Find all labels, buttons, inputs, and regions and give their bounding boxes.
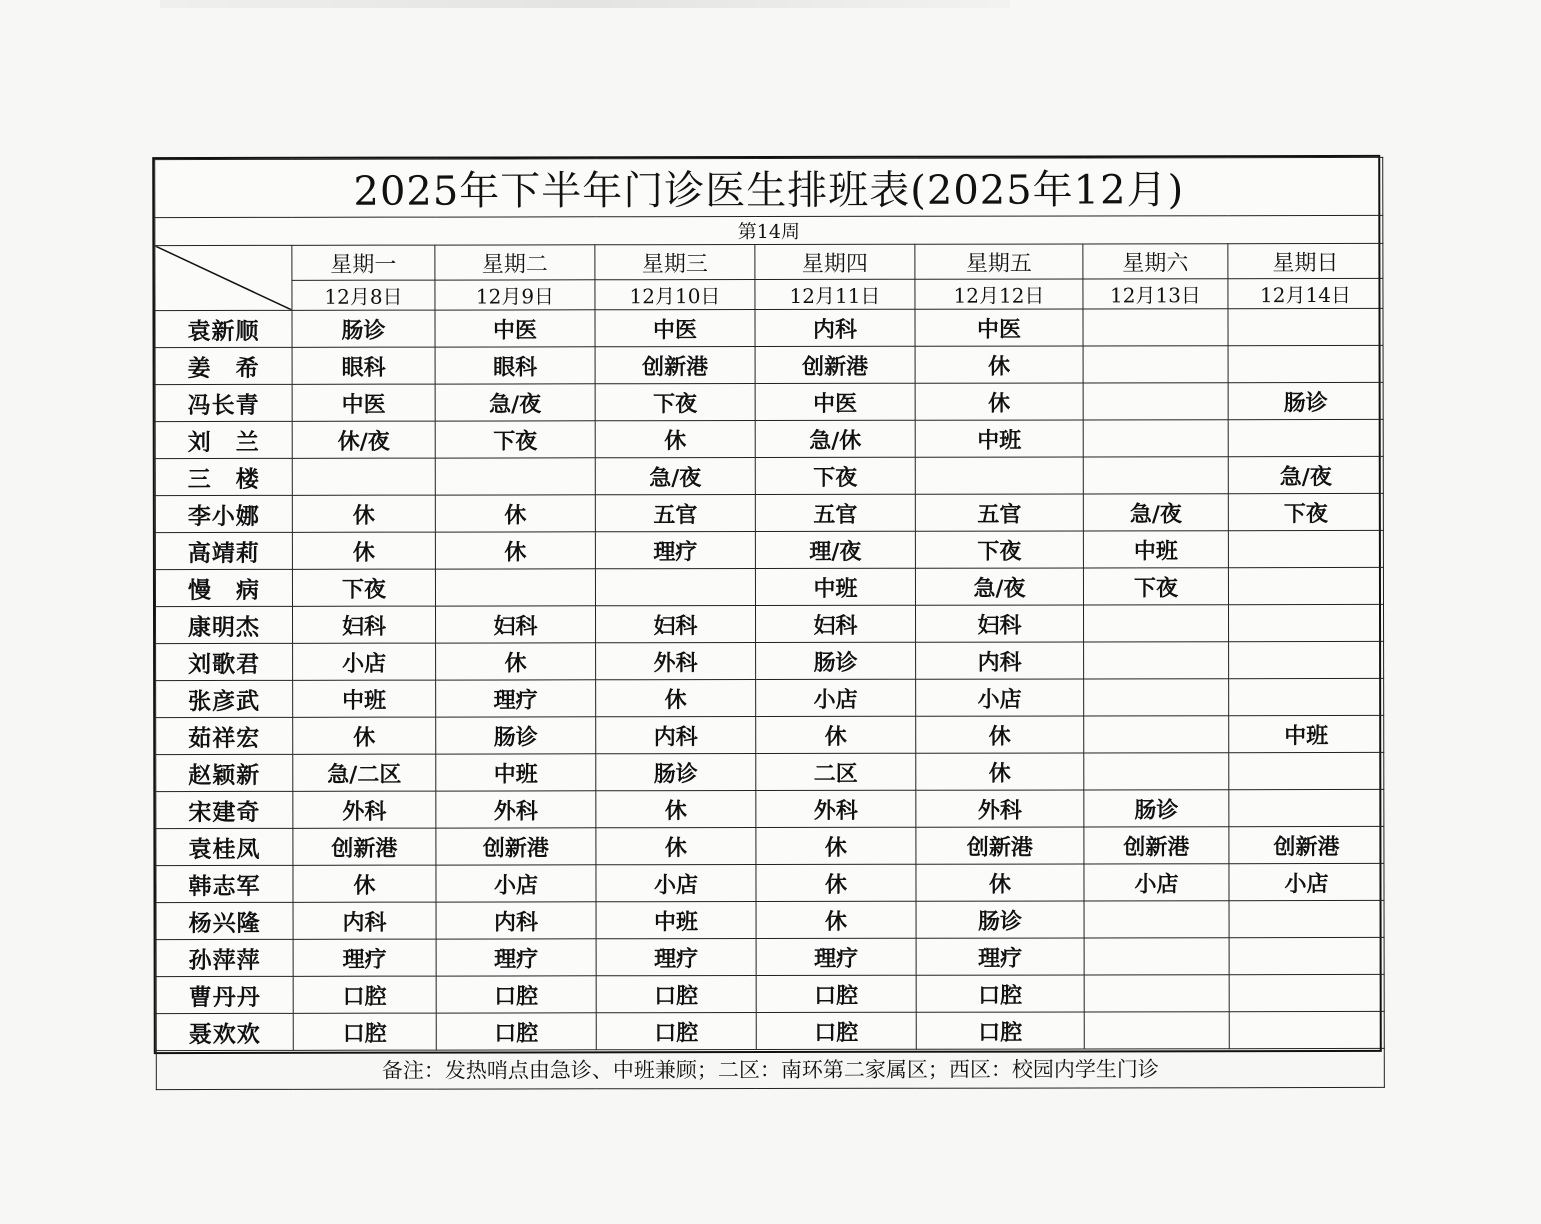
shift-cell: 中班 <box>436 754 596 791</box>
doctor-name: 宋建奇 <box>156 791 293 828</box>
shift-cell: 理/夜 <box>755 531 915 568</box>
shift-cell: 休 <box>293 717 436 754</box>
table-row <box>155 456 1383 495</box>
shift-cell: 肠诊 <box>596 754 756 791</box>
shift-cell: 肠诊 <box>1084 790 1229 827</box>
footnote: 备注：发热哨点由急诊、中班兼顾；二区：南环第二家属区；西区：校园内学生门诊 <box>156 1048 1384 1089</box>
weekday-header: 星期一 <box>292 245 435 280</box>
shift-cell <box>1229 604 1384 641</box>
shift-cell: 口腔 <box>916 975 1084 1012</box>
shift-cell: 休 <box>756 827 916 864</box>
weekday-header: 星期三 <box>595 245 755 280</box>
doctor-name: 聂欢欢 <box>156 1013 293 1050</box>
shift-cell <box>1229 974 1384 1011</box>
table-row <box>156 900 1384 939</box>
shift-cell: 休 <box>756 864 916 901</box>
date-header: 12月14日 <box>1228 278 1383 308</box>
shift-cell <box>1083 420 1228 457</box>
doctor-name: 孙萍萍 <box>156 939 293 976</box>
shift-cell: 急/二区 <box>293 754 436 791</box>
shift-cell: 五官 <box>595 495 755 532</box>
doctor-name: 曹丹丹 <box>156 976 293 1013</box>
shift-cell: 中医 <box>595 310 755 347</box>
shift-cell: 中医 <box>755 383 915 420</box>
shift-cell <box>1229 641 1384 678</box>
shift-cell: 内科 <box>596 717 756 754</box>
shift-cell <box>1084 753 1229 790</box>
shift-cell: 内科 <box>293 902 436 939</box>
table-row <box>155 419 1383 458</box>
shift-cell: 创新港 <box>1084 827 1229 864</box>
date-header: 12月9日 <box>435 280 595 310</box>
shift-cell: 休 <box>756 716 916 753</box>
shift-cell: 口腔 <box>596 1013 756 1050</box>
weekday-header: 星期日 <box>1228 243 1383 278</box>
shift-cell: 外科 <box>916 790 1084 827</box>
week-label: 第14周 <box>155 215 1383 245</box>
shift-cell: 理疗 <box>916 938 1084 975</box>
shift-cell <box>435 458 595 495</box>
shift-cell <box>1229 937 1384 974</box>
shift-cell: 休 <box>915 346 1083 383</box>
shift-cell <box>1229 752 1384 789</box>
shift-cell: 内科 <box>436 902 596 939</box>
shift-cell: 小店 <box>756 679 916 716</box>
shift-cell: 内科 <box>916 642 1084 679</box>
shift-cell: 小店 <box>1229 863 1384 900</box>
shift-cell: 口腔 <box>293 976 436 1013</box>
shift-cell: 内科 <box>755 309 915 346</box>
shift-cell <box>435 569 595 606</box>
schedule-sheet <box>152 155 1382 1083</box>
shift-cell: 休 <box>435 495 595 532</box>
shift-cell <box>1084 679 1229 716</box>
shift-cell: 下夜 <box>755 457 915 494</box>
shift-cell: 下夜 <box>1228 493 1383 530</box>
shift-cell: 口腔 <box>756 1012 916 1049</box>
doctor-name: 袁新顺 <box>155 310 292 347</box>
shift-cell: 理疗 <box>756 938 916 975</box>
date-header: 12月11日 <box>755 279 915 309</box>
shift-cell: 小店 <box>293 643 436 680</box>
shift-cell: 小店 <box>436 865 596 902</box>
shift-cell <box>1229 789 1384 826</box>
shift-cell: 眼科 <box>292 347 435 384</box>
shift-cell: 休 <box>293 865 436 902</box>
table-row <box>156 752 1384 791</box>
shift-cell: 肠诊 <box>916 901 1084 938</box>
shift-cell <box>1084 605 1229 642</box>
shift-cell: 休/夜 <box>292 421 435 458</box>
doctor-name: 茹祥宏 <box>156 717 293 754</box>
date-header: 12月10日 <box>595 280 755 310</box>
doctor-name: 张彦武 <box>156 680 293 717</box>
shift-cell: 休 <box>595 421 755 458</box>
shift-cell: 休 <box>436 643 596 680</box>
shift-cell <box>1229 678 1384 715</box>
shift-cell: 口腔 <box>293 1013 436 1050</box>
doctor-name: 冯长青 <box>155 384 292 421</box>
table-row <box>156 1011 1384 1050</box>
shift-cell <box>1084 1012 1229 1049</box>
table-row <box>156 715 1384 754</box>
table-row <box>155 308 1383 347</box>
shift-cell: 理疗 <box>436 680 596 717</box>
table-row <box>156 789 1384 828</box>
shift-cell <box>1084 901 1229 938</box>
doctor-name: 刘歌君 <box>156 643 293 680</box>
shift-cell: 休 <box>596 791 756 828</box>
table-row <box>155 530 1383 569</box>
shift-cell: 创新港 <box>755 346 915 383</box>
shift-cell: 妇科 <box>916 605 1084 642</box>
shift-cell: 休 <box>435 532 595 569</box>
shift-cell: 妇科 <box>756 605 916 642</box>
shift-cell: 理疗 <box>436 939 596 976</box>
shift-cell <box>1229 900 1384 937</box>
schedule-table <box>154 157 1385 1090</box>
shift-cell: 下夜 <box>292 569 435 606</box>
shift-cell <box>1228 345 1383 382</box>
weekday-header: 星期六 <box>1083 244 1228 279</box>
shift-cell: 创新港 <box>595 347 755 384</box>
shift-cell <box>292 458 435 495</box>
table-row <box>156 641 1384 680</box>
shift-cell: 妇科 <box>436 606 596 643</box>
shift-cell: 休 <box>596 828 756 865</box>
doctor-name: 姜 希 <box>155 347 292 384</box>
shift-cell <box>1083 346 1228 383</box>
table-row <box>156 863 1384 902</box>
shift-cell: 理疗 <box>293 939 436 976</box>
shift-cell: 二区 <box>756 753 916 790</box>
shift-cell: 休 <box>756 901 916 938</box>
shift-cell <box>1228 419 1383 456</box>
doctor-name: 慢 病 <box>155 569 292 606</box>
shift-cell: 肠诊 <box>756 642 916 679</box>
shift-cell: 小店 <box>916 679 1084 716</box>
shift-cell: 口腔 <box>596 976 756 1013</box>
shift-cell: 中医 <box>915 309 1083 346</box>
table-row <box>156 604 1384 643</box>
shift-cell: 小店 <box>1084 864 1229 901</box>
shift-cell <box>1084 975 1229 1012</box>
table-row <box>156 937 1384 976</box>
shift-cell: 口腔 <box>756 975 916 1012</box>
shift-cell: 休 <box>916 716 1084 753</box>
shift-cell: 外科 <box>436 791 596 828</box>
shift-cell <box>1084 716 1229 753</box>
doctor-name: 三 楼 <box>155 458 292 495</box>
shift-cell: 中班 <box>915 420 1083 457</box>
date-header: 12月8日 <box>292 280 435 310</box>
shift-cell <box>1229 1011 1384 1048</box>
shift-cell: 五官 <box>915 494 1083 531</box>
shift-cell: 外科 <box>596 643 756 680</box>
doctor-name: 李小娜 <box>155 495 292 532</box>
shift-cell: 急/休 <box>755 420 915 457</box>
shift-cell: 中班 <box>1229 715 1384 752</box>
doctor-name: 韩志军 <box>156 865 293 902</box>
shift-cell: 口腔 <box>916 1012 1084 1049</box>
shift-cell: 休 <box>596 680 756 717</box>
doctor-name: 高靖莉 <box>155 532 292 569</box>
shift-cell: 外科 <box>756 790 916 827</box>
diagonal-line <box>155 246 291 310</box>
table-row <box>155 493 1383 532</box>
shift-cell: 妇科 <box>596 606 756 643</box>
shift-cell: 中医 <box>435 310 595 347</box>
shift-cell: 创新港 <box>1229 826 1384 863</box>
shift-cell: 中班 <box>293 680 436 717</box>
shift-cell: 小店 <box>596 865 756 902</box>
shift-cell: 妇科 <box>293 606 436 643</box>
shift-cell: 理疗 <box>596 939 756 976</box>
shift-cell: 肠诊 <box>1228 382 1383 419</box>
shift-cell: 急/夜 <box>595 458 755 495</box>
shift-cell <box>1228 308 1383 345</box>
shift-cell: 下夜 <box>915 531 1083 568</box>
shift-cell <box>1083 457 1228 494</box>
shift-cell: 眼科 <box>435 347 595 384</box>
shift-cell: 急/夜 <box>915 568 1083 605</box>
shift-cell: 外科 <box>293 791 436 828</box>
doctor-name: 赵颖新 <box>156 754 293 791</box>
shift-cell: 休 <box>916 864 1084 901</box>
shift-cell: 中班 <box>755 568 915 605</box>
doctor-name: 刘 兰 <box>155 421 292 458</box>
shift-cell <box>1228 530 1383 567</box>
shift-cell: 创新港 <box>436 828 596 865</box>
table-row <box>156 678 1384 717</box>
shift-cell <box>915 457 1083 494</box>
table-row <box>156 826 1384 865</box>
shift-cell: 口腔 <box>436 1013 596 1050</box>
weekday-header: 星期二 <box>435 245 595 280</box>
shift-cell: 休 <box>292 495 435 532</box>
weekday-header: 星期五 <box>915 244 1083 279</box>
shift-cell: 口腔 <box>436 976 596 1013</box>
shift-cell <box>1228 567 1383 604</box>
shift-cell: 下夜 <box>1083 568 1228 605</box>
shift-cell <box>1083 309 1228 346</box>
shift-cell: 休 <box>915 383 1083 420</box>
corner-diagonal-cell <box>155 245 292 310</box>
shift-cell <box>1084 938 1229 975</box>
shift-cell <box>595 569 755 606</box>
shift-cell: 理疗 <box>595 532 755 569</box>
doctor-name: 康明杰 <box>156 606 293 643</box>
table-row <box>155 382 1383 421</box>
shift-cell: 下夜 <box>595 384 755 421</box>
shift-cell <box>1083 383 1228 420</box>
doctor-name: 袁桂凤 <box>156 828 293 865</box>
shift-cell: 创新港 <box>916 827 1084 864</box>
table-row <box>155 567 1383 606</box>
shift-cell: 急/夜 <box>1228 456 1383 493</box>
page-title: 2025年下半年门诊医生排班表(2025年12月) <box>155 157 1383 217</box>
shift-cell: 急/夜 <box>1083 494 1228 531</box>
shift-cell: 休 <box>916 753 1084 790</box>
shift-cell <box>1084 642 1229 679</box>
doctor-name: 杨兴隆 <box>156 902 293 939</box>
shift-cell: 中医 <box>292 384 435 421</box>
weekday-header: 星期四 <box>755 244 915 279</box>
shift-cell: 下夜 <box>435 421 595 458</box>
table-row <box>155 345 1383 384</box>
shift-cell: 休 <box>292 532 435 569</box>
shift-cell: 五官 <box>755 494 915 531</box>
date-header: 12月13日 <box>1083 279 1228 309</box>
shift-cell: 创新港 <box>293 828 436 865</box>
shift-cell: 肠诊 <box>436 717 596 754</box>
date-header: 12月12日 <box>915 279 1083 309</box>
table-row <box>156 974 1384 1013</box>
shift-cell: 肠诊 <box>292 310 435 347</box>
shift-cell: 急/夜 <box>435 384 595 421</box>
scan-edge-shadow <box>160 0 1010 8</box>
shift-cell: 中班 <box>596 902 756 939</box>
shift-cell: 中班 <box>1083 531 1228 568</box>
